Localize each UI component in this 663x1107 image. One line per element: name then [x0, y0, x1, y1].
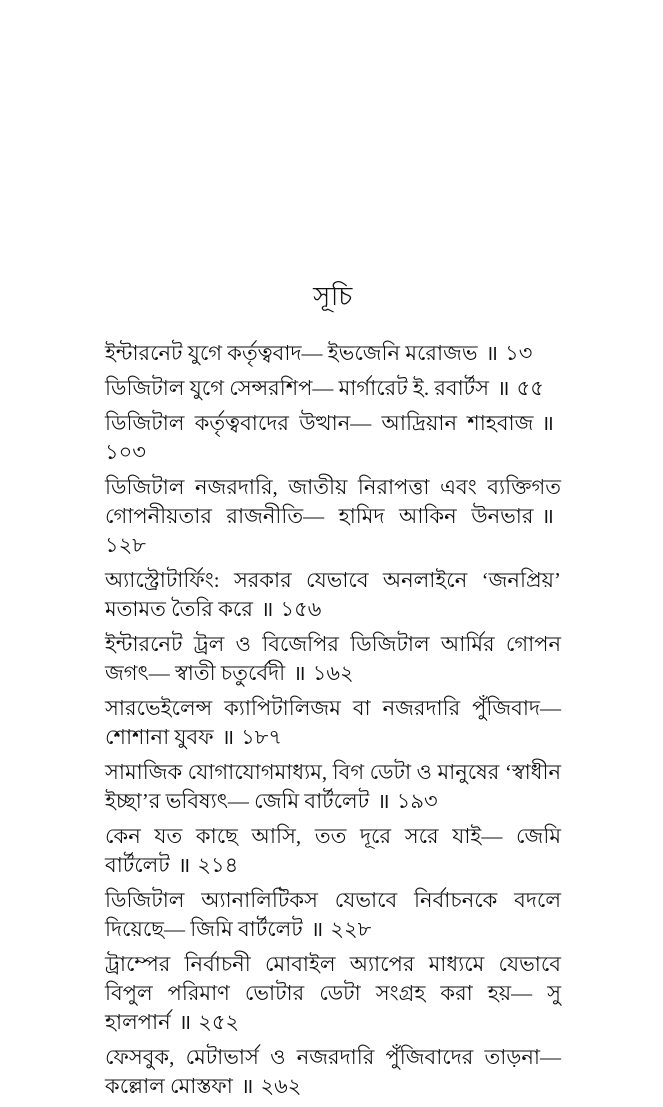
entry-title: ডিজিটাল অ্যানালিটিকস যেভাবে নির্বাচনকে বদলে দিয়েছে— জিমি বার্টলেট: [105, 888, 561, 941]
entry-page-number: ২৫২: [198, 1010, 240, 1034]
toc-entry: [105, 758, 561, 816]
entry-title: ডিজিটাল যুগে সেন্সরশিপ— মার্গারেট ই. রবার্টস: [105, 376, 489, 400]
entry-page-number: ১৮৭: [241, 725, 283, 749]
toc-entry: [105, 694, 561, 752]
page-title: সূচি: [313, 282, 353, 311]
toc-entry: [105, 374, 561, 403]
entry-separator: ॥: [497, 376, 510, 400]
entry-separator: ॥: [485, 341, 499, 365]
entry-page-number: ৫৫: [516, 376, 544, 400]
entry-title: সারভেইলেন্স ক্যাপিটালিজম বা নজরদারি পুঁজিবাদ— শোশানা যুবফ: [105, 696, 561, 749]
entry-title: ইন্টারনেট ট্রল ও বিজেপির ডিজিটাল আর্মির গোপন জগৎ— স্বাতী চতুর্বেদী: [105, 632, 561, 685]
entry-title: কেন যত কাছে আসি, তত দূরে সরে যাই— জেমি বার্টলেট: [105, 824, 561, 877]
entry-page-number: ২২৮: [330, 917, 372, 941]
entry-separator: ॥: [240, 1074, 254, 1098]
entry-separator: ॥: [293, 661, 306, 685]
toc-content: [105, 281, 561, 1107]
toc-entry: [105, 822, 561, 880]
toc-list: [105, 339, 561, 1101]
entry-title: অ্যাস্ট্রোটার্ফিং: সরকার যেভাবে অনলাইনে ‘জনপ্রিয়’ মতামত তৈরি করে: [105, 568, 561, 621]
toc-entry: [105, 630, 561, 688]
entry-title: ডিজিটাল কর্তৃত্ববাদের উত্থান— আদ্রিয়ান শাহবাজ: [105, 411, 534, 435]
entry-page-number: ১৬২: [312, 661, 354, 685]
toc-entry: [105, 409, 561, 467]
entry-separator: ॥: [310, 917, 324, 941]
entry-title: ডিজিটাল নজরদারি, জাতীয় নিরাপত্তা এবং ব্যক্তিগত গোপনীয়তার রাজনীতি— হামিদ আকিন উনভার: [105, 475, 561, 528]
toc-entry: [105, 566, 561, 624]
toc-entry: [105, 950, 561, 1037]
entry-page-number: ১৯৩: [396, 789, 438, 813]
entry-title: ফেসবুক, মেটাভার্স ও নজরদারি পুঁজিবাদের তাড়না— কল্লোল মোস্তফা: [105, 1045, 561, 1098]
toc-entry: [105, 339, 561, 368]
entry-separator: ॥: [377, 789, 390, 813]
entry-separator: ॥: [177, 853, 191, 877]
entry-separator: ॥: [541, 411, 554, 435]
toc-entry: [105, 886, 561, 944]
entry-separator: ॥: [260, 597, 274, 621]
entry-separator: ॥: [221, 725, 235, 749]
entry-title: ট্রাম্পের নির্বাচনী মোবাইল অ্যাপের মাধ্যমে যেভাবে বিপুল পরিমাণ ভোটার ডেটা সংগ্রহ করা হয়— সু হালপার্ন: [105, 952, 561, 1034]
entry-page-number: ১৫৬: [280, 597, 322, 621]
entry-page-number: ২১৪: [197, 853, 239, 877]
entry-separator: ॥: [541, 504, 554, 528]
entry-page-number: ১২৮: [105, 533, 146, 557]
entry-page-number: ১০৩: [105, 440, 146, 464]
entry-title: ইন্টারনেট যুগে কর্তৃত্ববাদ— ইভজেনি মরোজভ: [105, 341, 478, 365]
toc-entry: [105, 1043, 561, 1101]
entry-separator: ॥: [178, 1010, 192, 1034]
entry-page-number: ১৩: [505, 341, 533, 365]
entry-title: সামাজিক যোগাযোগমাধ্যম, বিগ ডেটা ও মানুষের ‘স্বাধীন ইচ্ছা’র ভবিষ্যৎ— জেমি বার্টলেট: [105, 760, 561, 813]
entry-page-number: ২৬২: [260, 1074, 302, 1098]
toc-entry: [105, 473, 561, 560]
